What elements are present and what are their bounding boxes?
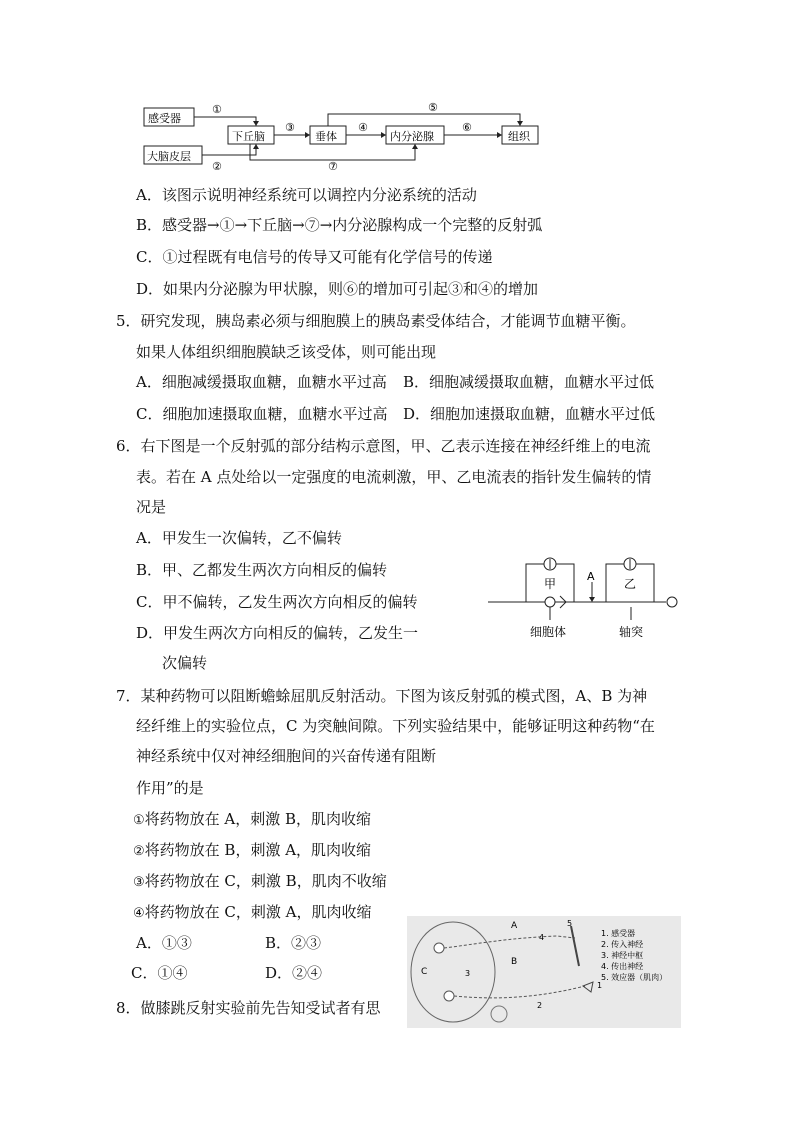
arrow-label-4: ④ (358, 121, 368, 134)
q7-choice-b-value: ②③ (291, 934, 322, 952)
node-hypothalamus: 下丘脑 (232, 130, 265, 143)
q7-choice-b (265, 933, 321, 953)
q7-item-1 (133, 809, 371, 831)
q7-item-3-text: 将药物放在 C，刺激 B，肌肉不收缩 (144, 872, 387, 890)
q7-choice-c-label: C． (131, 964, 158, 982)
q7-item-4-num: ④ (133, 906, 145, 921)
q6-option-a: A．甲发生一次偏转，乙不偏转 (136, 529, 342, 547)
reflex-arc-meter-diagram (488, 552, 688, 642)
q7-choice-a (136, 933, 192, 953)
arrow-label-6: ⑥ (462, 121, 472, 134)
fig-legend-2: 2. 传入神经 (601, 940, 644, 949)
fig-label-3: 3 (465, 969, 471, 978)
fig-legend-3: 3. 神经中枢 (601, 951, 644, 960)
q4-option-a: A．该图示说明神经系统可以调控内分泌系统的活动 (136, 186, 477, 204)
q7-stem-4: 作用”的是 (136, 779, 204, 797)
node-gland: 内分泌腺 (390, 130, 434, 143)
q7-stem-2: 经纤维上的实验位点，C 为突触间隙。下列实验结果中，能够证明这种药物“在 (136, 717, 655, 735)
arrow-label-3: ③ (285, 121, 295, 134)
meter-yi-label: 乙 (624, 577, 637, 591)
meter-jia-label: 甲 (544, 577, 557, 591)
synapse-label: 轴突 (619, 625, 644, 639)
fig-legend-1: 1. 感受器 (601, 929, 636, 938)
q7-item-1-text: 将药物放在 A，刺激 B，肌肉收缩 (144, 810, 372, 828)
node-cortex: 大脑皮层 (147, 150, 191, 163)
q5-option-a: A．细胞减缓摄取血糖，血糖水平过高 (136, 373, 387, 391)
q7-item-1-num: ① (133, 813, 145, 828)
q6-stem-1: 6．右下图是一个反射弧的部分结构示意图，甲、乙表示连接在神经纤维上的电流 (116, 437, 651, 455)
q4-option-d: D．如果内分泌腺为甲状腺，则⑥的增加可引起③和④的增加 (136, 280, 539, 298)
q6-stem-2: 表。若在 A 点处给以一定强度的电流刺激，甲、乙电流表的指针发生偏转的情 (136, 468, 652, 486)
q5-option-b: B．细胞减缓摄取血糖，血糖水平过低 (403, 373, 655, 391)
fig-legend-4: 4. 传出神经 (601, 962, 644, 971)
point-a-label: A (587, 570, 595, 583)
q7-choice-c-value: ①④ (157, 964, 188, 982)
arrow-label-2: ② (212, 160, 222, 170)
cell-body-label: 细胞体 (530, 625, 567, 639)
q7-item-2-num: ② (133, 844, 145, 859)
fig-label-c: C (421, 967, 428, 977)
arrow-label-1: ① (212, 103, 222, 116)
q5-stem-1: 5．研究发现，胰岛素必须与细胞膜上的胰岛素受体结合，才能调节血糖平衡。 (116, 312, 636, 330)
q7-choice-d (265, 963, 322, 983)
fig-label-a: A (511, 921, 518, 931)
arrow-label-5: ⑤ (428, 101, 438, 114)
fig-label-1: 1 (597, 981, 603, 990)
q6-stem-3: 况是 (136, 498, 167, 516)
fig-label-2: 2 (537, 1001, 543, 1010)
q6-option-d-line1: D．甲发生两次方向相反的偏转，乙发生一 (136, 624, 419, 642)
q7-stem-1: 7．某种药物可以阻断蟾蜍屈肌反射活动。下图为该反射弧的模式图，A、B 为神 (116, 687, 648, 705)
arrow-label-7: ⑦ (328, 160, 338, 170)
reflex-arc-figure (407, 916, 681, 1028)
q7-item-4 (133, 902, 372, 924)
fig-legend-5: 5. 效应器（肌肉） (601, 973, 668, 982)
neuroendocrine-diagram (140, 100, 540, 170)
node-receptor: 感受器 (148, 112, 181, 125)
fig-label-b: B (511, 957, 518, 967)
q7-choice-d-label: D． (265, 964, 293, 982)
fig-label-4: 4 (539, 933, 545, 942)
q5-option-c: C．细胞加速摄取血糖，血糖水平过高 (136, 405, 388, 423)
q5-stem-2: 如果人体组织细胞膜缺乏该受体，则可能出现 (136, 343, 437, 361)
q7-choice-d-value: ②④ (292, 964, 323, 982)
q6-option-d-line2: 次偏转 (162, 654, 208, 672)
node-tissue: 组织 (508, 130, 530, 143)
node-pituitary: 垂体 (315, 130, 337, 143)
q5-option-d: D．细胞加速摄取血糖，血糖水平过低 (403, 405, 656, 423)
q6-option-c: C．甲不偏转，乙发生两次方向相反的偏转 (136, 593, 418, 611)
reflex-arc-figure-drawing (407, 916, 681, 1028)
q7-item-2-text: 将药物放在 B，刺激 A，肌肉收缩 (144, 841, 372, 859)
q7-choice-a-label: A． (136, 934, 162, 952)
q7-item-3-num: ③ (133, 875, 145, 890)
q7-item-2 (133, 840, 371, 862)
q7-choice-c (131, 963, 188, 983)
q8-stem-1: 8．做膝跳反射实验前先告知受试者有思 (116, 999, 381, 1017)
q4-option-c: C．①过程既有电信号的传导又可能有化学信号的传递 (136, 248, 493, 266)
q6-option-b: B．甲、乙都发生两次方向相反的偏转 (136, 561, 388, 579)
q7-stem-3: 神经系统中仅对神经细胞间的兴奋传递有阻断 (136, 747, 437, 765)
q7-item-3 (133, 871, 387, 893)
q7-choice-a-value: ①③ (161, 934, 192, 952)
q7-item-4-text: 将药物放在 C，刺激 A，肌肉收缩 (144, 903, 372, 921)
q4-option-b: B．感受器→①→下丘脑→⑦→内分泌腺构成一个完整的反射弧 (136, 216, 543, 234)
fig-label-5: 5 (567, 919, 573, 928)
q7-choice-b-label: B． (265, 934, 292, 952)
